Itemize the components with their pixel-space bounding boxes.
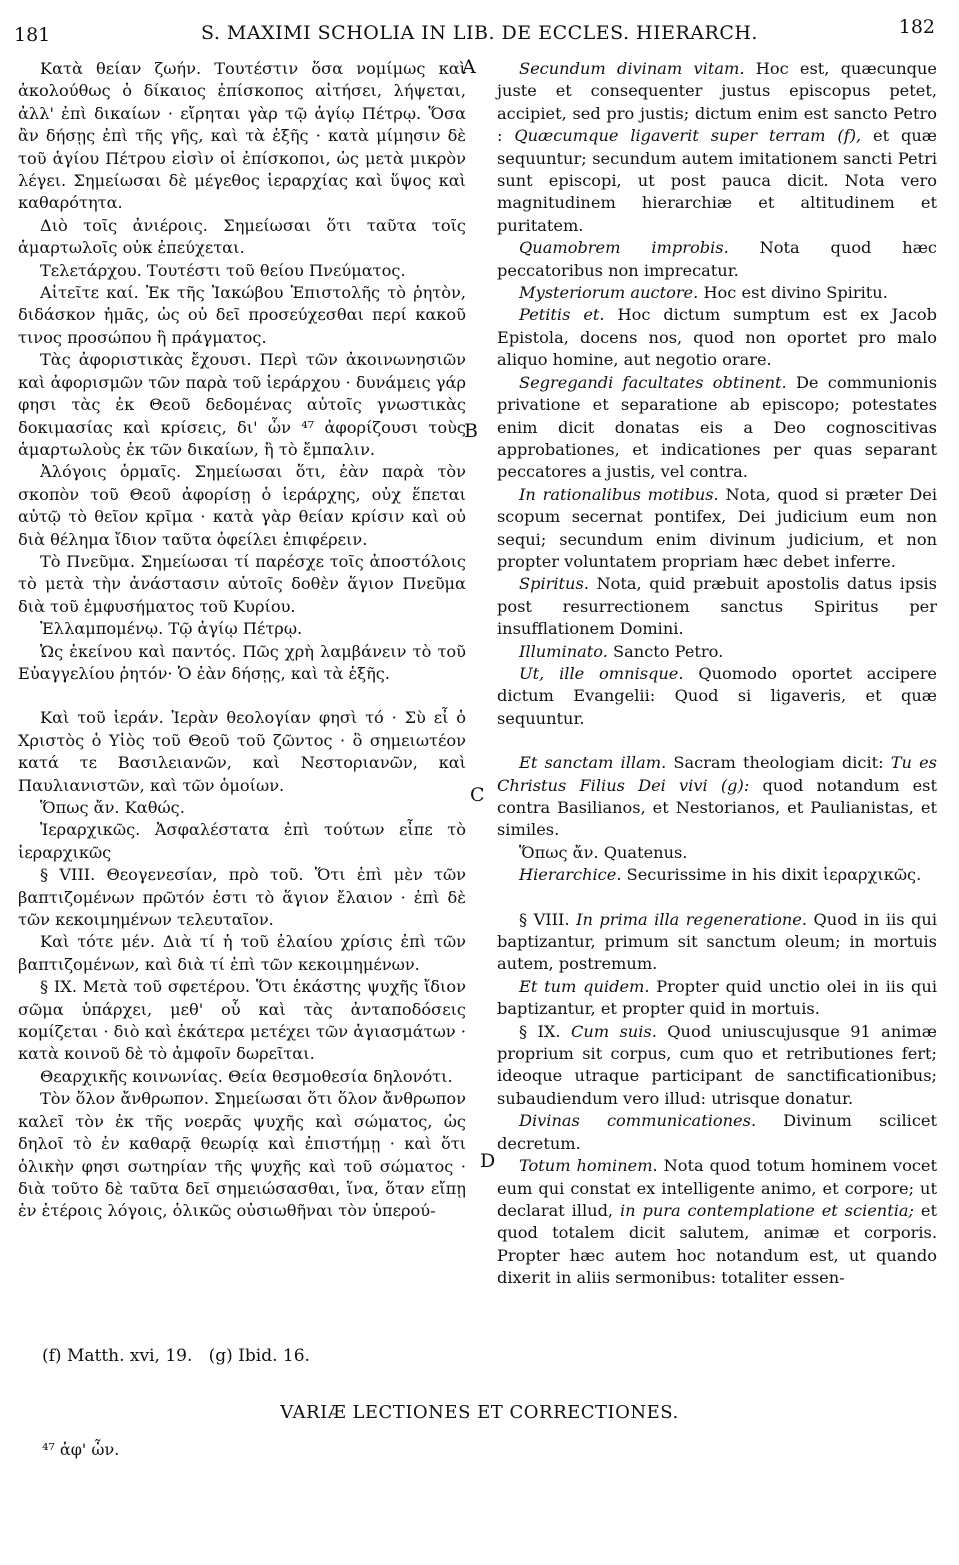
greek-paragraph: Τὰς ἀφοριστικὰς ἔχουσι. Περὶ τῶν ἀκοινωνησιῶν καὶ ἀφορισμῶν τῶν παρὰ τοῦ ἱεράρχου · δυνάμεις γάρ φησι τὰς ἐκ Θεοῦ δεδομένας αὐτοῖς γνωστικὰς δοκιμασίας καὶ κρίσεις, δι' ὧν ⁴⁷ ἀφορίζουσι τοὺς ἁμαρτωλοὺς ἐκ τῶν δικαίων, ἢ τὸ ἔμπαλιν. <box>18 350 466 459</box>
greek-paragraph: Θεαρχικῆς κοινωνίας. Θεία θεσμοθεσία δηλονότι. <box>40 1066 453 1086</box>
greek-paragraph: Ἱεραρχικῶς. Ἀσφαλέστατα ἐπὶ τούτων εἶπε τὸ ἱεραρχικῶς <box>18 820 466 862</box>
latin-paragraph: Segregandi facultates obtinent. De communionis privatione et separatione ab episcopo; potestates enim dicit donatas eis a Deo cognoscitivas approbationes, et indicationes per quas separant peccatores a justis, vel contra. <box>497 372 937 482</box>
lemma: Et sanctam illam. <box>519 753 667 773</box>
latin-paragraph: Spiritus. Nota, quid præbuit apostolis datus ipsis post resurrectionem sanctus Spiritus per insufflationem Domini. <box>497 574 937 639</box>
lemma: Hierarchice. <box>519 865 622 885</box>
section-label-d: D <box>480 1150 496 1172</box>
latin-paragraph: Et tum quidem. Propter quid unctio olei in iis qui baptizantur, et propter quid in mortuis. <box>497 976 937 1019</box>
greek-paragraph: Καὶ τοῦ ἱεράν. Ἱερὰν θεολογίαν φησὶ τό · Σὺ εἶ ὁ Χριστὸς ὁ Υἱὸς τοῦ Θεοῦ τοῦ ζῶντος · ὃ σημειωτέον κατά τε Βασιλειανῶν, καὶ Νεστοριανῶν, καὶ Παυλιανιστῶν, καὶ τῶν ὁμοίων. <box>18 708 466 795</box>
lemma: Secundum divinam vitam. <box>519 59 745 78</box>
section-label-b: B <box>464 420 478 442</box>
lemma: Petitis et. <box>519 305 605 325</box>
latin-paragraph: Secundum divinam vitam. Hoc est, quæcunque juste et consequenter justus episcopus petet, accipiet, sed pro justis; dictum enim est sancto Petro : Quæcumque ligaverit super terram (f), et quæ sequuntur; secundum autem imitationem sancti Petri sunt episcopi, ut post pauca dicit. Nota vero magnitudinem hierarchiæ et altitudinem et puritatem. <box>497 59 937 235</box>
lemma: Ut, ille omnisque. <box>519 663 684 683</box>
footnotes: (f) Matth. xvi, 19. (g) Ibid. 16. <box>42 1346 310 1366</box>
page-number-right: 182 <box>898 16 935 38</box>
greek-paragraph: § IX. Μετὰ τοῦ σφετέρου. Ὅτι ἑκάστης ψυχῆς ἴδιον σῶμα ὑπάρχει, μεθ' οὗ καὶ τὰς ἀνταποδόσεις κομίζεται · διὸ καὶ ἑκάτερα μετέχει τῶν ἁγιασμάτων · κατὰ κοινοῦ δὲ τὸ ἀμφοῖν δωρεῖται. <box>18 977 466 1064</box>
latin-paragraph: Et sanctam illam. Sacram theologiam dicit: Tu es Christus Filius Dei vivi (g): quod notandum est contra Basilianos, et Nestorianos, et Paulianistas, et similes. <box>497 753 937 840</box>
variae-lectiones-note: ⁴⁷ ἀφ' ὧν. <box>42 1440 120 1459</box>
lemma: Cum suis. <box>570 1021 657 1041</box>
greek-paragraph: Τὸ Πνεῦμα. Σημείωσαι τί παρέσχε τοῖς ἀποστόλοις τὸ μετὰ τὴν ἀνάστασιν αὐτοῖς δοθὲν ἅγιον Πνεῦμα διὰ τοῦ ἐμφυσήματος τοῦ Κυρίου. <box>18 551 466 616</box>
greek-paragraph: Ἀλόγοις ὁρμαῖς. Σημείωσαι ὅτι, ἐὰν παρὰ τὸν σκοπὸν τοῦ Θεοῦ ἀφορίσῃ ὁ ἱεράρχης, οὐχ ἕπεται αὐτῷ τὸ θεῖον κρῖμα · κατὰ γὰρ θείαν κρίσιν καὶ οὐ διὰ θέλημα ἴδιον ταῦτα ὀφείλει ἐπιφέρειν. <box>18 462 466 549</box>
lemma: Divinas communicationes. <box>519 1111 757 1131</box>
lemma: in pura contemplatione et scientia; <box>619 1200 915 1220</box>
latin-column <box>497 58 937 1290</box>
lemma: Quamobrem improbis. <box>519 238 729 258</box>
latin-paragraph: § IX. Cum suis. Quod uniuscujusque 91 animæ proprium sit corpus, cum quo et retributiones fert; ideoque utraque participant de sanctificationibus; subaudiendum vero illud: utrisque donatur. <box>497 1021 937 1108</box>
greek-paragraph: Τελετάρχου. Τουτέστι τοῦ θείου Πνεύματος. <box>40 260 406 280</box>
latin-paragraph: Mysteriorum auctore. Hoc est divino Spiritu. <box>519 283 888 303</box>
greek-paragraph: Τὸν ὅλον ἄνθρωπον. Σημείωσαι ὅτι ὅλον ἄνθρωπον καλεῖ τὸν ἐκ τῆς νοερᾶς ψυχῆς καὶ σώματος, ὡς δηλοῖ τὸ ἐν καθαρᾷ θεωρίᾳ καὶ ἐπιστήμῃ · καὶ ὅτι ὁλικὴν φησι σωτηρίαν τῆς ψυχῆς καὶ τοῦ σώματος · διὰ τοῦτο δὲ ταῦτα δεῖ σημειώσασθαι, ἵνα, ὅταν εἴπῃ ἐν ἑτέροις λόγοις, ὁλικῶς οὐσιωθῆναι τὸν ὑπερού- <box>18 1089 466 1221</box>
latin-paragraph: Totum hominem. Nota quod totum hominem vocet eum qui constat ex intelligente animo, et corpore; ut declarat illud, in pura contemplatione et scientia; et quod totalem dicit salutem, animæ et corporis. Propter hæc autem hoc notandum est, ut quando dixerit in aliis sermonibus: totaliter essen- <box>497 1156 937 1288</box>
lemma: In rationalibus motibus. <box>519 484 719 504</box>
greek-paragraph: Ὡς ἐκείνου καὶ παντός. Πῶς χρὴ λαμβάνειν τὸ τοῦ Εὐαγγελίου ῥητόν· Ὁ ἐὰν δήσῃς, καὶ τὰ ἑξῆς. <box>18 641 466 683</box>
lemma: In prima illa regeneratione. <box>576 909 808 929</box>
lemma: Tu es Christus Filius Dei vivi (g): <box>497 753 937 795</box>
variae-lectiones-title: VARIÆ LECTIONES ET CORRECTIONES. <box>280 1402 679 1423</box>
latin-paragraph: Illuminato. Sancto Petro. <box>519 641 724 661</box>
greek-column <box>18 58 466 1223</box>
greek-paragraph: Καὶ τότε μέν. Διὰ τί ἡ τοῦ ἐλαίου χρίσις ἐπὶ τῶν βαπτιζομένων, καὶ διὰ τί ἐπὶ τῶν κεκοιμημένων. <box>18 932 466 974</box>
greek-paragraph: Ἐλλαμπομένῳ. Τῷ ἁγίῳ Πέτρῳ. <box>40 619 303 639</box>
latin-paragraph: Ὅπως ἄν. Quatenus. <box>519 842 688 862</box>
lemma: Quæcumque ligaverit super terram (f), <box>514 126 862 146</box>
greek-paragraph: Αἰτεῖτε καί. Ἐκ τῆς Ἰακώβου Ἐπιστολῆς τὸ ῥητὸν, διδάσκον ἡμᾶς, ὡς οὐ δεῖ προσεύχεσθαι περί κακοῦ τινος προσώπου ἢ πράγματος. <box>18 283 466 347</box>
latin-paragraph: Divinas communicationes. Divinum scilicet decretum. <box>497 1111 937 1153</box>
lemma: Totum hominem. <box>519 1156 658 1176</box>
latin-paragraph: Petitis et. Hoc dictum sumptum est ex Jacob Epistola, docens nos, quod non oportet pro malo aliquo homine, aut negotio orare. <box>497 305 937 370</box>
lemma: Spiritus. <box>519 574 589 594</box>
latin-paragraph: § VIII. In prima illa regeneratione. Quod in iis qui baptizantur, primum sit sanctum oleum; in mortuis autem, postremum. <box>497 909 938 974</box>
running-title: S. MAXIMI SCHOLIA IN LIB. DE ECCLES. HIERARCH. <box>201 22 758 44</box>
page-header <box>0 10 959 46</box>
latin-paragraph: Quamobrem improbis. Nota quod hæc peccatoribus non imprecatur. <box>497 238 938 280</box>
latin-paragraph: In rationalibus motibus. Nota, quod si præter Dei scopum secernat pontifex, Dei judicium eum non sequi; secundum enim divinum judicium, et non propter voluntatem propriam hæc debet inferre. <box>497 484 937 571</box>
lemma: Mysteriorum auctore. <box>519 283 699 303</box>
section-label-a: A <box>462 56 476 78</box>
lemma: Illuminato. <box>519 641 608 661</box>
latin-paragraph: Hierarchice. Securissime in his dixit ἱεραρχικῶς. <box>519 865 922 885</box>
greek-paragraph: § VIII. Θεογενεσίαν, πρὸ τοῦ. Ὅτι ἐπὶ μὲν τῶν βαπτιζομένων πρῶτόν ἐστι τὸ ἅγιον ἔλαιον · ἐπὶ δὲ τῶν κεκοιμημένων τελευταῖον. <box>18 865 466 930</box>
lemma: Segregandi facultates obtinent. <box>519 372 787 392</box>
section-label-c: C <box>470 784 485 806</box>
page-number-left: 181 <box>14 24 51 46</box>
lemma: Et tum quidem. <box>519 976 650 996</box>
latin-paragraph: Ut, ille omnisque. Quomodo oportet accipere dictum Evangelii: Quod si ligaveris, et quæ sequuntur. <box>497 663 938 728</box>
greek-paragraph: Διὸ τοῖς ἀνιέροις. Σημείωσαι ὅτι ταῦτα τοῖς ἁμαρτωλοῖς οὐκ ἐπεύχεται. <box>18 215 466 258</box>
greek-paragraph: Ὅπως ἄν. Καθώς. <box>40 798 185 817</box>
greek-paragraph: Κατὰ θείαν ζωήν. Τουτέστιν ὅσα νομίμως καὶ ἀκολούθως ὁ δίκαιος ἐπίσκοπος αἰτήσει, λήψεται, ἀλλ' ἐπὶ δικαίων · εἴρηται γὰρ τῷ ἁγίῳ Πέτρῳ. Ὅσα ἂν δήσῃς ἐπὶ τῆς γῆς, καὶ τὰ ἑξῆς · κατὰ μίμησιν δὲ τοῦ ἁγίου Πέτρου εἰσὶν οἱ ἐπίσκοποι, ὡς μετὰ μικρὸν λέγει. Σημείωσαι δὲ μέγεθος ἱεραρχίας καὶ ὕψος καὶ καθαρότητα. <box>18 59 466 213</box>
